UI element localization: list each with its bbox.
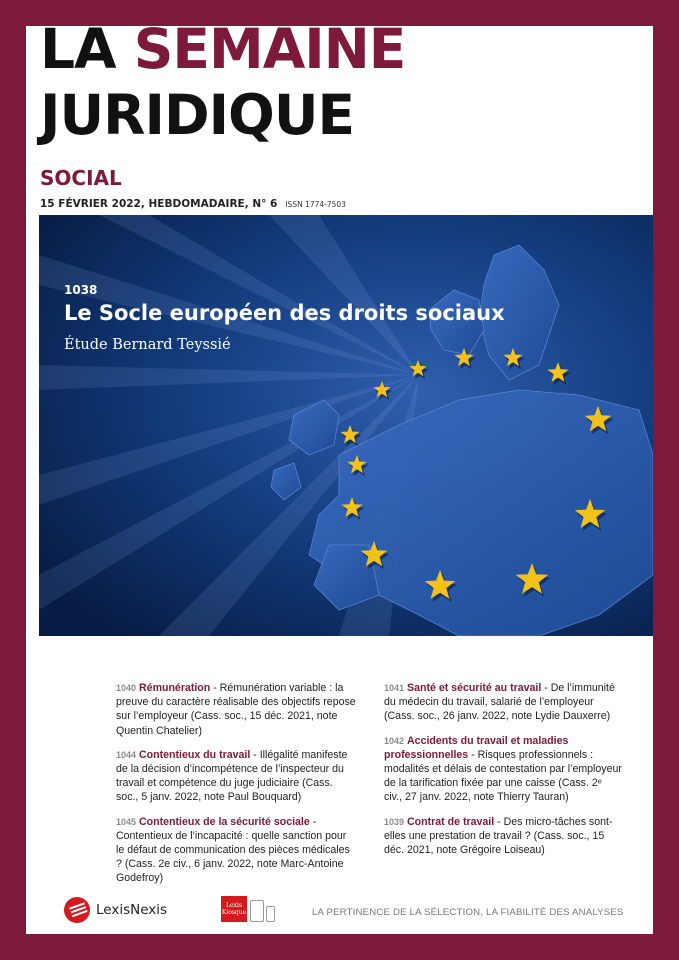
europe-map-illustration [39,215,653,636]
masthead-word-juridique: JURIDIQUE [40,83,355,147]
article-summary: - Contentieux de l’incapacité : quelle sanction pour le défaut de communication des pièces médicales ? (Cass. 2e civ., 6 janv. 2022, note Marc-Antoine Godefroy) [116,815,350,885]
lead-article-hero[interactable] [39,215,653,636]
lead-article-number: 1038 [64,283,98,297]
article-number: 1042 [384,735,405,746]
masthead-line-1 [40,17,406,81]
article-heading[interactable]: Contentieux de la sécurité sociale [139,815,310,828]
kiosque-logo-icon [221,896,247,922]
contents-column-right [384,681,622,867]
article-summary: - Risques professionnels : modalités et délais de contestation par l’employeur de la tarification fixée par une caisse (Cass. 2ᵉ civ., 27 janv. 2022, note Thierry Tauran) [384,748,622,804]
section-title: SOCIAL [40,166,122,190]
article-summary: - De l’immunité du médecin du travail, salarié de l’employeur (Cass. soc., 26 janv. 2022, note Lydie Dauxerre) [384,682,615,723]
lexisnexis-emblem-icon [64,897,90,923]
article-item[interactable] [116,815,356,886]
article-summary: - Rémunération variable : la preuve du caractère réalisable des objectifs repose sur l’employeur (Cass. soc., 15 déc. 2021, note Quentin Chatelier) [116,682,356,737]
masthead-word-la: LA [40,17,116,81]
article-item[interactable] [384,734,622,805]
lead-article-author: Étude Bernard Teyssié [64,337,231,353]
article-item[interactable] [384,815,622,858]
article-summary: - Illégalité manifeste de la décision d’incompétence de l’inspecteur du travail et compétence du juge judiciaire (Cass. soc., 5 janv. 2022, note Paul Bouquard) [116,748,348,804]
article-item[interactable] [116,681,356,738]
article-heading[interactable]: Contentieux du travail [139,748,251,761]
article-number: 1045 [116,816,137,827]
phone-icon [266,906,275,922]
article-number: 1040 [116,683,137,693]
lead-article-title[interactable]: Le Socle européen des droits sociaux [64,301,505,325]
tablet-icon [250,900,264,922]
lexisnexis-logo[interactable] [64,897,167,923]
article-heading[interactable]: Accidents du travail et maladies professionnelles [384,734,569,761]
publisher-name: LexisNexis [96,902,168,918]
article-number: 1041 [384,683,405,693]
article-item[interactable] [384,681,622,724]
issue-dateline [40,198,346,210]
article-heading[interactable]: Rémunération [139,682,211,694]
issue-date: 15 FÉVRIER 2022, HEBDOMADAIRE, N° 6 [40,198,278,210]
kiosque-line-1: Lexis [226,902,242,909]
lexis-kiosque-badge[interactable] [221,896,275,922]
article-heading[interactable]: Contrat de travail [407,815,495,828]
article-heading[interactable]: Santé et sécurité au travail [407,682,542,694]
masthead-word-semaine: SEMAINE [133,17,406,81]
article-item[interactable] [116,748,356,805]
footer-tagline: LA PERTINENCE DE LA SÉLECTION, LA FIABILITÉ DES ANALYSES [312,907,624,918]
kiosque-line-2: Kiosque [221,909,247,916]
article-number: 1044 [116,749,137,760]
article-number: 1039 [384,816,405,827]
contents-column-left [116,681,356,896]
issn: ISSN 1774-7503 [285,200,346,209]
article-summary: - Des micro-tâches sont-elles une prestation de travail ? (Cass. soc., 15 déc. 2021, note Grégoire Loiseau) [384,815,613,857]
